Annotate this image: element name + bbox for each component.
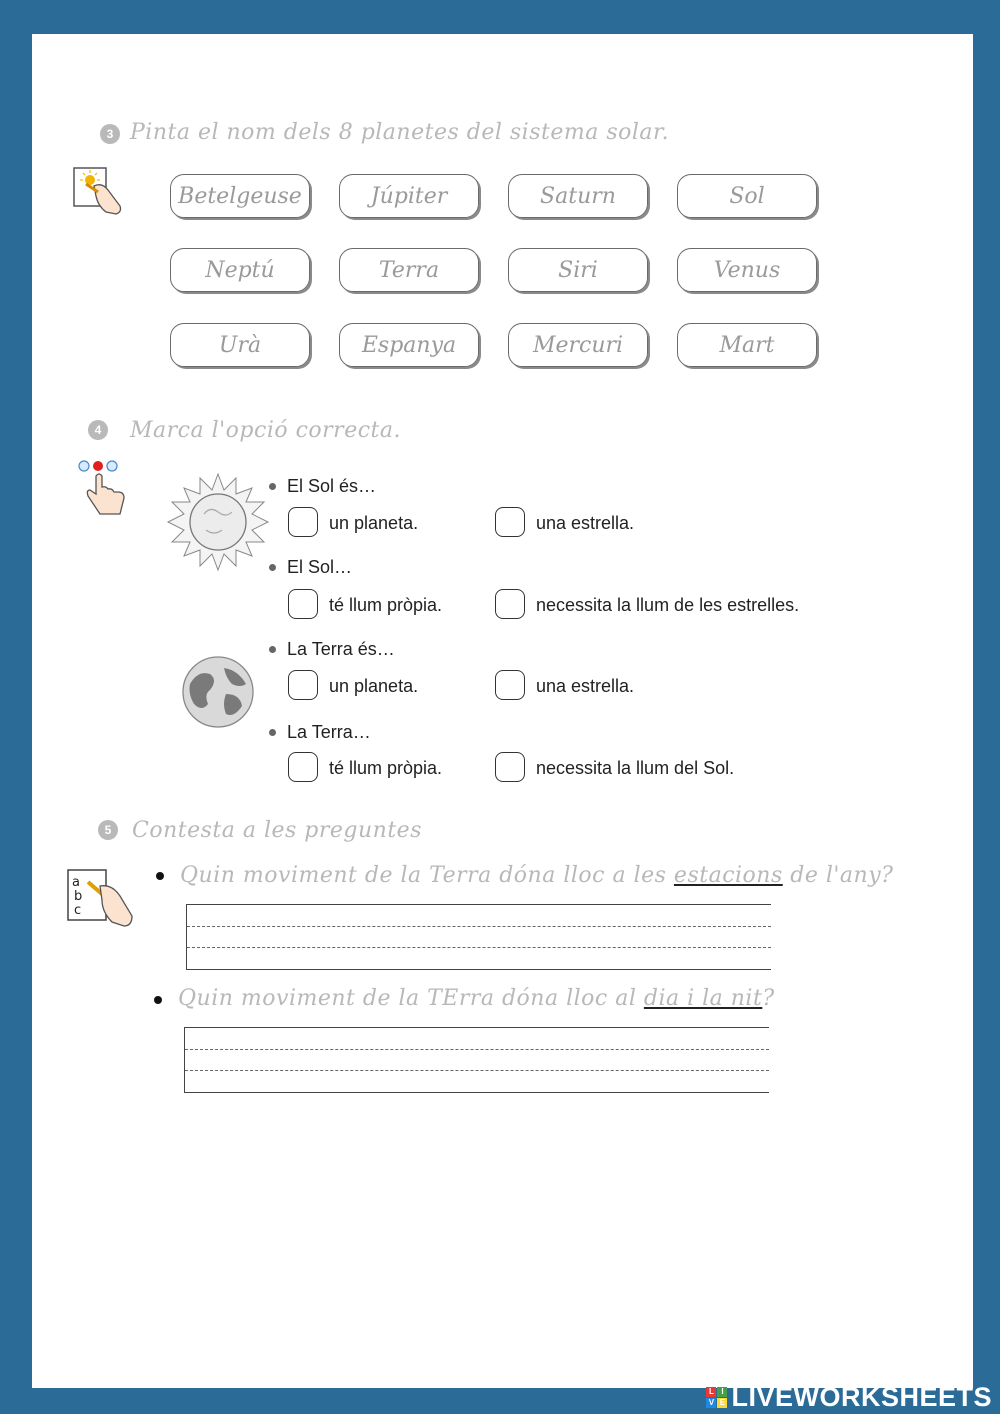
checkbox[interactable] (288, 670, 318, 700)
svg-text:b: b (74, 889, 83, 904)
section-number-5: 5 (98, 820, 118, 840)
checkbox[interactable] (495, 752, 525, 782)
question-prompt: El Sol… (287, 557, 353, 577)
question-prompt: La Terra és… (287, 639, 395, 659)
bullet (269, 729, 276, 736)
earth-icon (180, 654, 256, 730)
section-5-title: Contesta a les preguntes (132, 818, 422, 843)
option-label: necessita la llum del Sol. (536, 758, 735, 778)
svg-text:c: c (74, 903, 82, 918)
planet-pill-4[interactable]: Sol (677, 174, 817, 218)
bullet (156, 872, 164, 880)
option-label: una estrella. (536, 676, 635, 696)
question-prompt: La Terra… (287, 722, 371, 742)
checkbox[interactable] (288, 752, 318, 782)
tap-hand-icon (76, 458, 132, 520)
bullet (269, 646, 276, 653)
question-2-after: ? (762, 986, 775, 1011)
checkbox[interactable] (495, 507, 525, 537)
option-label: un planeta. (329, 676, 419, 696)
section-4-title: Marca l'opció correcta. (130, 418, 401, 443)
question-2-keyword: dia i la nit (643, 986, 763, 1011)
bullet (269, 483, 276, 490)
planet-pill-5[interactable]: Neptú (170, 248, 310, 292)
section-number-4: 4 (88, 420, 108, 440)
question-1-text (180, 863, 893, 888)
option-label: necessita la llum de les estrelles. (536, 595, 800, 615)
question-2-before: Quin moviment de la TErra dóna lloc al (178, 986, 644, 1011)
writing-line (187, 947, 771, 948)
answer-field-2[interactable] (184, 1027, 769, 1093)
liveworksheets-footer (706, 1380, 992, 1414)
brand-name[interactable]: LIVEWORKSHEETS (731, 1381, 992, 1412)
question-1-keyword: estacions (673, 863, 783, 888)
sun-icon (166, 472, 270, 572)
question-prompt: El Sol és… (287, 476, 377, 496)
writing-line (185, 1049, 769, 1050)
planet-pill-2[interactable]: Júpiter (339, 174, 479, 218)
svg-text:a: a (72, 875, 80, 890)
section-3-title: Pinta el nom dels 8 planetes del sistema solar. (130, 120, 670, 145)
planet-pill-9[interactable]: Urà (170, 323, 310, 367)
writing-line (187, 926, 771, 927)
bullet (154, 996, 162, 1004)
planet-pill-6[interactable]: Terra (339, 248, 479, 292)
planet-pill-1[interactable]: Betelgeuse (170, 174, 310, 218)
option-label: té llum pròpia. (329, 595, 443, 615)
section-number-3: 3 (100, 124, 120, 144)
bullet (269, 564, 276, 571)
planet-pill-7[interactable]: Siri (508, 248, 648, 292)
question-2-text (178, 986, 775, 1011)
checkbox[interactable] (288, 507, 318, 537)
planet-pill-3[interactable]: Saturn (508, 174, 648, 218)
liveworksheets-logo-icon: L I V E (706, 1387, 727, 1408)
question-1-after: de l'any? (782, 863, 894, 888)
question-1-before: Quin moviment de la Terra dóna lloc a les (180, 863, 674, 888)
planet-pill-12[interactable]: Mart (677, 323, 817, 367)
planet-pill-10[interactable]: Espanya (339, 323, 479, 367)
checkbox[interactable] (495, 670, 525, 700)
planet-pill-11[interactable]: Mercuri (508, 323, 648, 367)
option-label: una estrella. (536, 513, 635, 533)
option-label: té llum pròpia. (329, 758, 443, 778)
worksheet-page (32, 34, 973, 1388)
paint-hand-icon (72, 162, 128, 216)
checkbox[interactable] (495, 589, 525, 619)
checkbox[interactable] (288, 589, 318, 619)
answer-field-1[interactable] (186, 904, 771, 970)
option-label: un planeta. (329, 513, 419, 533)
writing-line (185, 1070, 769, 1071)
planet-pill-8[interactable]: Venus (677, 248, 817, 292)
writing-hand-icon (66, 868, 136, 932)
